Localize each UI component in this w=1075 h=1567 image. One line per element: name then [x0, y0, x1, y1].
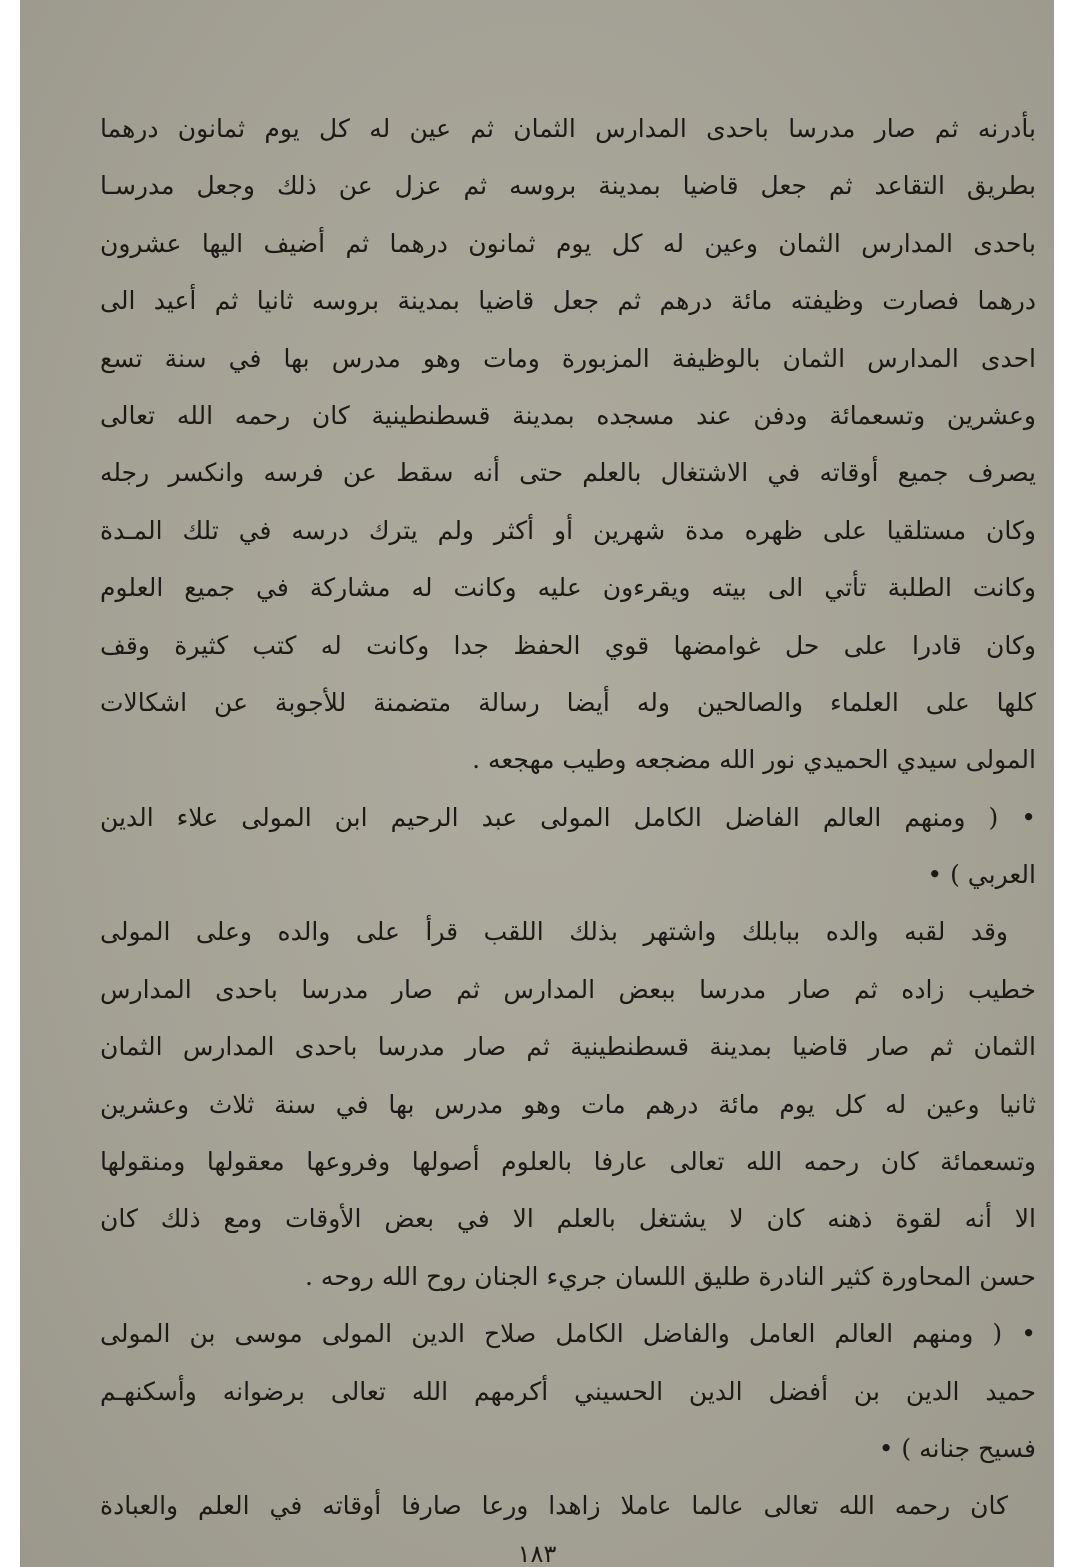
text-line: درهما فصارت وظيفته مائة درهم ثم جعل قاضيا بمدينة بروسه ثانيا ثم أعيد الى [100, 286, 1036, 316]
book-page [20, 0, 1054, 1567]
text-line: وكانت الطلبة تأتي الى بيته ويقرءون عليه وكانت له مشاركة في جميع العلوم [100, 573, 1036, 603]
text-line: الا أنه لقوة ذهنه كان لا يشتغل بالعلم الا في بعض الأوقات ومع ذلك كان [100, 1204, 1036, 1234]
text-line: خطيب زاده ثم صار مدرسا ببعض المدارس ثم صار مدرسا باحدى المدارس [100, 974, 1036, 1004]
page-number: ١٨٣ [517, 1540, 557, 1567]
page-text [100, 100, 1036, 1535]
text-line: باحدى المدارس الثمان وعين له كل يوم ثمانون درهما ثم أضيف اليها عشرون [100, 228, 1036, 258]
text-line: وعشرين وتسعمائة ودفن عند مسجده بمدينة قسطنطينية كان رحمه الله تعالى [100, 400, 1036, 430]
section-heading-line: • ( ومنهم العالم العامل والفاضل الكامل صلاح الدين المولى موسى بن المولى [100, 1319, 1036, 1349]
text-line: حسن المحاورة كثير النادرة طليق اللسان جريء الجنان روح الله روحه . [305, 1261, 1036, 1291]
section-heading-line: • ( ومنهم العالم الفاضل الكامل المولى عبد الرحيم ابن المولى علاء الدين [100, 802, 1036, 832]
text-line: المولى سيدي الحميدي نور الله مضجعه وطيب مهجعه . [472, 745, 1036, 775]
text-line: بأدرنه ثم صار مدرسا باحدى المدارس الثمان ثم عين له كل يوم ثمانون درهما [100, 114, 1036, 143]
section-heading-line: حميد الدين بن أفضل الدين الحسيني أكرمهم الله تعالى برضوانه وأسكنهـم [100, 1376, 1036, 1406]
text-line: كلها على العلماء والصالحين وله أيضا رسالة متضمنة للأجوبة عن اشكالات [100, 687, 1036, 717]
text-line: وقد لقبه والده ببابلك واشتهر بذلك اللقب قرأ على والده وعلى المولى [100, 917, 1008, 947]
text-line: الثمان ثم صار قاضيا بمدينة قسطنطينية ثم صار مدرسا باحدى المدارس الثمان [100, 1032, 1036, 1062]
text-line: وكان مستلقيا على ظهره مدة شهرين أو أكثر ولم يترك درسه في تلك المـدة [100, 515, 1036, 545]
text-line: ثانيا وعين له كل يوم مائة درهم مات وهو مدرس بها في سنة ثلاث وعشرين [100, 1089, 1036, 1119]
section-heading-line: فسيح جنانه ) • [878, 1433, 1036, 1463]
text-line: يصرف جميع أوقاته في الاشتغال بالعلم حتى أنه سقط عن فرسه وانكسر رجله [100, 458, 1036, 488]
text-line: بطريق التقاعد ثم جعل قاضيا بمدينة بروسه ثم عزل عن ذلك وجعل مدرسـا [100, 171, 1036, 201]
text-line: وكان قادرا على حل غوامضها قوي الحفظ جدا وكانت له كتب كثيرة وقف [100, 630, 1036, 660]
section-heading-line: العربي ) • [927, 860, 1036, 890]
text-line: كان رحمه الله تعالى عالما عاملا زاهدا ورعا صارفا أوقاته في العلم والعبادة [100, 1491, 1008, 1521]
text-line: وتسعمائة كان رحمه الله تعالى عارفا بالعلوم أصولها وفروعها معقولها ومنقولها [100, 1147, 1036, 1177]
text-line: احدى المدارس الثمان بالوظيفة المزبورة ومات وهو مدرس بها في سنة تسع [100, 343, 1036, 373]
